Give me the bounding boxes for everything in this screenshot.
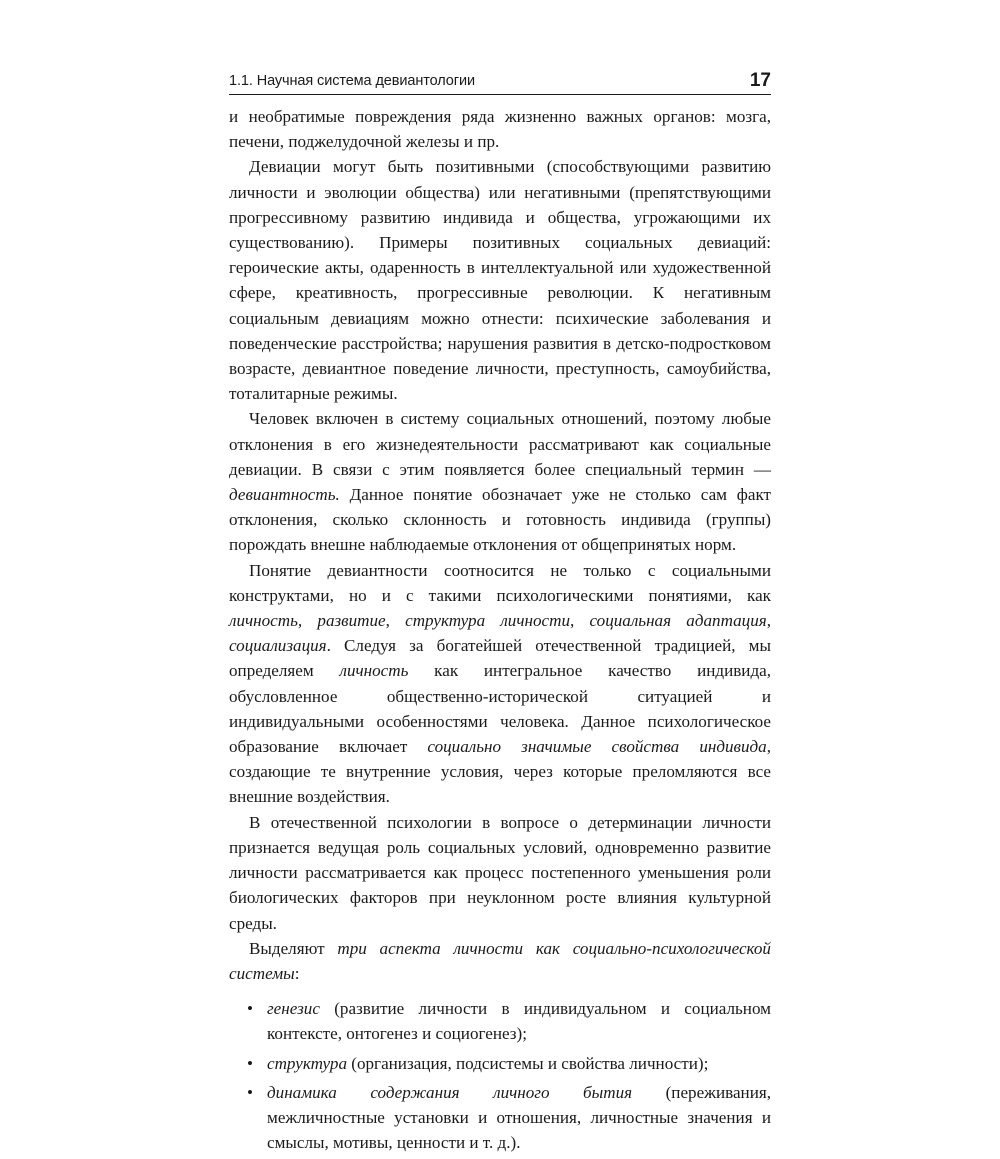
italic-term: социализация <box>229 636 327 656</box>
italic-term: развитие <box>317 611 386 631</box>
text-run: . Следуя за богатейшей отечественной традицией, мы определяем <box>229 636 771 681</box>
paragraphs <box>229 104 771 986</box>
paragraph <box>229 558 771 810</box>
text-run: как интегральное качество индивида, обусловленное общественно-исторической ситуацией и индивидуальными особенностями человека. Данное психологическое образование включает <box>229 661 771 757</box>
list-item <box>247 996 771 1046</box>
text-run: , создающие те внутренние условия, через которые преломляются все внешние воздействия. <box>229 737 771 807</box>
text-run: Понятие девиантности соотносится не только с социальными конструктами, но и с такими психологическими понятиями, как <box>229 560 771 605</box>
italic-term: девиантность. <box>229 485 340 505</box>
text-run: (развитие личности в индивидуальном и социальном контексте, онтогенез и социогенез); <box>267 999 771 1044</box>
italic-term: социальная адаптация <box>589 611 767 631</box>
text-run: (организация, подсистемы и свойства личности); <box>347 1053 709 1073</box>
running-head: 1.1. Научная система девиантологии <box>229 73 475 89</box>
body-text <box>229 104 771 1159</box>
paragraph <box>229 936 771 986</box>
text-run: , <box>570 611 590 631</box>
italic-term: личность <box>339 661 409 681</box>
paragraph <box>229 810 771 936</box>
italic-term: динамика содержания личного бытия <box>267 1082 633 1102</box>
italic-term: личность, <box>229 611 303 631</box>
text-run: Человек включен в систему социальных отношений, поэтому любые отклонения в его жизнедеятельности рассматривают как социальные девиации. В связи с этим появляется более специальный термин — <box>229 409 771 479</box>
list-item <box>247 1051 771 1076</box>
italic-term: социально значимые свойства индивида <box>427 737 767 757</box>
italic-term: структура <box>267 1053 347 1073</box>
text-run: Выделяют <box>249 938 338 958</box>
paragraph <box>229 154 771 406</box>
paragraph <box>229 104 771 154</box>
italic-term: генезис <box>267 999 320 1019</box>
bullet-icon: • <box>247 999 253 1019</box>
text-run <box>302 611 317 630</box>
text-run: : <box>294 963 300 983</box>
text-run: В отечественной психологии в вопросе о детерминации личности признается ведущая роль социальных условий, одновременно развитие личности рассматривается как процесс постепенного уменьшения роли биологических факторов при неуклонном росте влияния культурной среды. <box>229 812 771 933</box>
page-header <box>229 70 771 95</box>
text-run: и необратимые повреждения ряда жизненно важных органов: мозга, печени, поджелудочной железы и пр. <box>229 107 771 152</box>
aspects-list <box>229 996 771 1155</box>
list-item <box>247 1080 771 1156</box>
text-run: , <box>766 611 771 631</box>
text-run: Девиации могут быть позитивными (способствующими развитию личности и эволюции общества) или негативными (препятствующими прогрессивному развитию индивида и общества, угрожающими их существованию). Примеры позитивных социальных девиаций: героические акты, одаренность в интеллектуальной или художественной сфере, креативность, прогрессивные революции. К негативным социальным девиациям можно отнести: психические заболевания и поведенческие расстройства; нарушения развития в детско-подростковом возрасте, девиантное поведение личности, преступность, самоубийства, тоталитарные режимы. <box>229 157 771 404</box>
bullet-icon: • <box>247 1053 253 1073</box>
text-run: Данное понятие обозначает уже не столько сам факт отклонения, сколько склонность и готовность индивида (группы) порождать внешне наблюдаемые отклонения от общепринятых норм. <box>229 485 771 555</box>
paragraph <box>229 406 771 557</box>
text-run: (переживания, межличностные установки и отношения, личностные значения и смыслы, мотивы, ценности и т. д.). <box>267 1082 771 1153</box>
bullet-icon: • <box>247 1082 253 1102</box>
text-run: , <box>385 611 406 631</box>
page-number: 17 <box>749 70 771 91</box>
italic-term: структура личности <box>405 611 570 631</box>
italic-term: три аспекта личности как социально-психологической системы <box>229 938 771 983</box>
